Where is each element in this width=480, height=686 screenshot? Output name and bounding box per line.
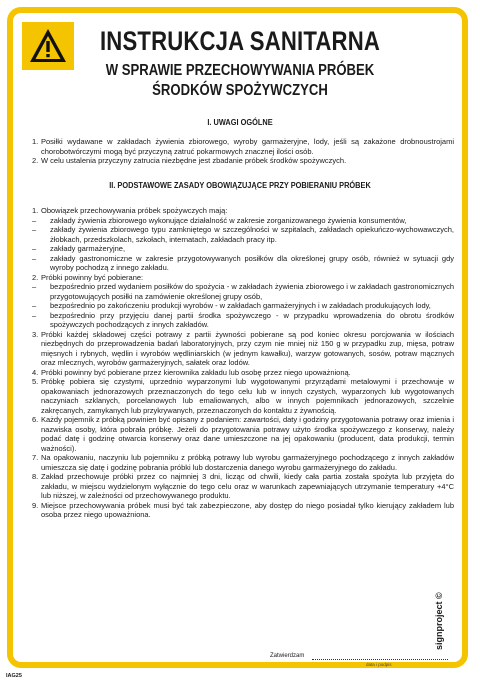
section-2-list [32, 206, 454, 520]
section-1-list [32, 137, 454, 166]
section-2-heading: II. PODSTAWOWE ZASADY OBOWIĄZUJĄCE PRZY POBIERANIU PRÓBEK [109, 180, 371, 190]
item-text: Próbki każdej składowej części potrawy z partii żywności pobierane są pod koniec okresu porcjowania w ilościach niezbędnych do przeprowadzenia badań laboratoryjnych, przy czym nie mniej niż 150 g w przypadku zup, mięsa, potraw mięsnych i rybnych, wędlin i wyrobów wędliniarskich (w jednym kawałku), warzyw gotowanych, sosów, potraw mącznych oraz mlecznych, wyrobów garmażeryjnych, sałatek oraz lodów. [41, 329, 454, 367]
item-text: Miejsce przechowywania próbek musi być tak zabezpieczone, aby dostęp do niego posiadał tylko kierujący zakładem lub osoba przez niego upoważniona. [41, 500, 454, 519]
sub-item: – zakłady gastronomiczne w zakresie przygotowywanych posiłków dla określonej grupy osób, również w sytuacji gdy wyroby pochodzą z innego zakładu. [32, 253, 454, 272]
sub-item-text: zakłady garmażeryjne, [50, 244, 126, 253]
list-item [32, 156, 454, 166]
item-number: 6. [32, 415, 39, 424]
list-item [32, 472, 454, 501]
signature-label: Zatwierdzam [270, 653, 305, 659]
item-number: 2. [32, 156, 39, 165]
item-text: Obowiązek przechowywania próbek spożywczych mają: [41, 206, 228, 215]
sub-item: – bezpośrednio przy przyjęciu danej partii środka spożywczego - w przypadku wprowadzenia do obrotu środków spożywczych pochodzących z innych zakładów. [32, 310, 454, 329]
list-item [32, 415, 454, 453]
sub-item: – bezpośrednio przed wydaniem posiłków do spożycia - w zakładach żywienia zbiorowego i w zakładach gastronomicznych przygotowujących posiłki na zamówienie określonej grupy osób, [32, 282, 454, 301]
item-number: 3. [32, 329, 39, 339]
item-number: 9. [32, 500, 39, 510]
page-title: INSTRUKCJA SANITARNA [99, 26, 381, 56]
item-number: 2. [32, 272, 39, 282]
list-item [32, 330, 454, 368]
item-text: Próbki powinny być pobierane: [41, 272, 144, 282]
sub-item-text: zakłady gastronomiczne w zakresie przygotowywanych posiłków dla określonej grupy osób, również w sytuacji gdy wyroby pochodzą z innego zakładu. [50, 253, 454, 272]
section-1-heading: I. UWAGI OGÓLNE [207, 117, 273, 127]
list-item [32, 368, 454, 378]
item-text: W celu ustalenia przyczyny zatrucia niezbędne jest zbadanie próbek środków spożywczych. [41, 156, 347, 165]
item-number: 1. [32, 137, 39, 146]
item-number: 8. [32, 472, 39, 481]
sub-item-text: bezpośrednio przed wydaniem posiłków do spożycia - w zakładach żywienia zbiorowego i w zakładach gastronomicznych przygotowujących posiłki na zamówienie określonej grupy osób, [50, 282, 454, 301]
page-subtitle-2: ŚRODKÓW SPOŻYWCZYCH [152, 82, 328, 99]
list-item [32, 377, 454, 415]
sub-item-text: zakłady żywienia zbiorowego wykonujące działalność w zakresie zorganizowanego żywienia konsumentów, [50, 215, 407, 225]
list-item [32, 137, 454, 156]
signature-line [312, 659, 448, 660]
sub-item: – zakłady żywienia zbiorowego wykonujące działalność w zakresie zorganizowanego żywienia konsumentów, [32, 215, 407, 225]
sub-item: – bezpośrednio po zakończeniu produkcji wyrobów - w zakładach garmażeryjnych i w zakładach produkujących lody, [32, 301, 431, 310]
sub-item-text: bezpośrednio przy przyjęciu danej partii środka spożywczego - w przypadku wprowadzenia do obrotu środków spożywczych pochodzących z innych zakładów. [50, 310, 454, 329]
sub-item: – zakłady żywienia zbiorowego typu zamkniętego w szczególności w szpitalach, zakładach opiekuńczo-wychowawczych, żłobkach, przedszkolach, szkołach, internatach, zakładach pracy itp. [32, 225, 454, 244]
sub-item-text: bezpośrednio po zakończeniu produkcji wyrobów - w zakładach garmażeryjnych i w zakładach produkujących lody, [50, 301, 431, 310]
signature-sublabel: data i podpis [366, 662, 392, 667]
list-item [32, 206, 454, 216]
item-number: 4. [32, 367, 39, 377]
item-text: Zakład przechowuje próbki przez co najmniej 3 dni, licząc od chwili, kiedy cała partia została spożyta lub przyjęta do zakładu, w miejscu wydzielonym wyłącznie do tego celu oraz w warunkach zapewniających utrzymanie temperatury +4°C lub niższej, w zależności od przechowywanego produktu. [41, 472, 454, 500]
sub-item-text: zakłady żywienia zbiorowego typu zamkniętego w szczególności w szpitalach, zakładach opiekuńczo-wychowawczych, żłobkach, przedszkolach, szkołach, internatach, zakładach pracy itp. [50, 225, 454, 244]
list-item [32, 273, 454, 283]
item-number: 7. [32, 453, 39, 462]
item-number: 5. [32, 377, 39, 386]
list-item [32, 501, 454, 520]
item-text: Próbki powinny być pobierane przez kierownika zakładu lub osobę przez niego upoważnioną. [41, 367, 351, 377]
page-subtitle-1: W SPRAWIE PRZECHOWYWANIA PRÓBEK [105, 62, 375, 79]
item-text: Posiłki wydawane w zakładach żywienia zbiorowego, wyroby garmażeryjne, lody, jeśli są zakażone drobnoustrojami chorobotwórczymi mogą być przyczyną zatruć pokarmowych znacznej ilości osób. [41, 137, 454, 156]
product-code: IAG25 [6, 673, 22, 679]
item-number: 1. [32, 206, 39, 215]
item-text: Próbkę pobiera się czystymi, uprzednio wyparzonymi lub wygotowanymi przyrządami metalowymi i przechowuje w opakowaniach jednorazowych przeznaczonych do tego celu lub w innych czystych, wyparzonych lub wygotowanych naczyniach szklanych, porcelanowych lub emaliowanych, albo w innych pojemnikach jednorazowych, szczelnie zakręcanych, zamykanych lub przykrywanych, przeznaczonych do kontaktu z żywnością. [41, 377, 454, 415]
list-item [32, 453, 454, 472]
item-text: Na opakowaniu, naczyniu lub pojemniku z próbką potrawy lub wyrobu garmażeryjnego pochodzącego z innych zakładów umieszcza się datę i godzinę pobrania próbki lub dostarczenia danego wyrobu garmażeryjnego do zakładu. [41, 453, 454, 472]
sub-item: – zakłady garmażeryjne, [32, 244, 126, 253]
brand-logo: signproject © [434, 592, 444, 650]
item-text: Każdy pojemnik z próbką powinien być opisany z podaniem: zawartości, daty i godziny przygotowania potrawy oraz imienia i nazwiska osoby, która pobrała próbkę. Jeżeli do przygotowania potrawy użyto środka spożywczego z konserwy, należy podać datę i godzinę otwarcia konserwy oraz dane umieszczone na jej opakowaniu (producent, data produkcji, termin ważności). [41, 415, 454, 453]
